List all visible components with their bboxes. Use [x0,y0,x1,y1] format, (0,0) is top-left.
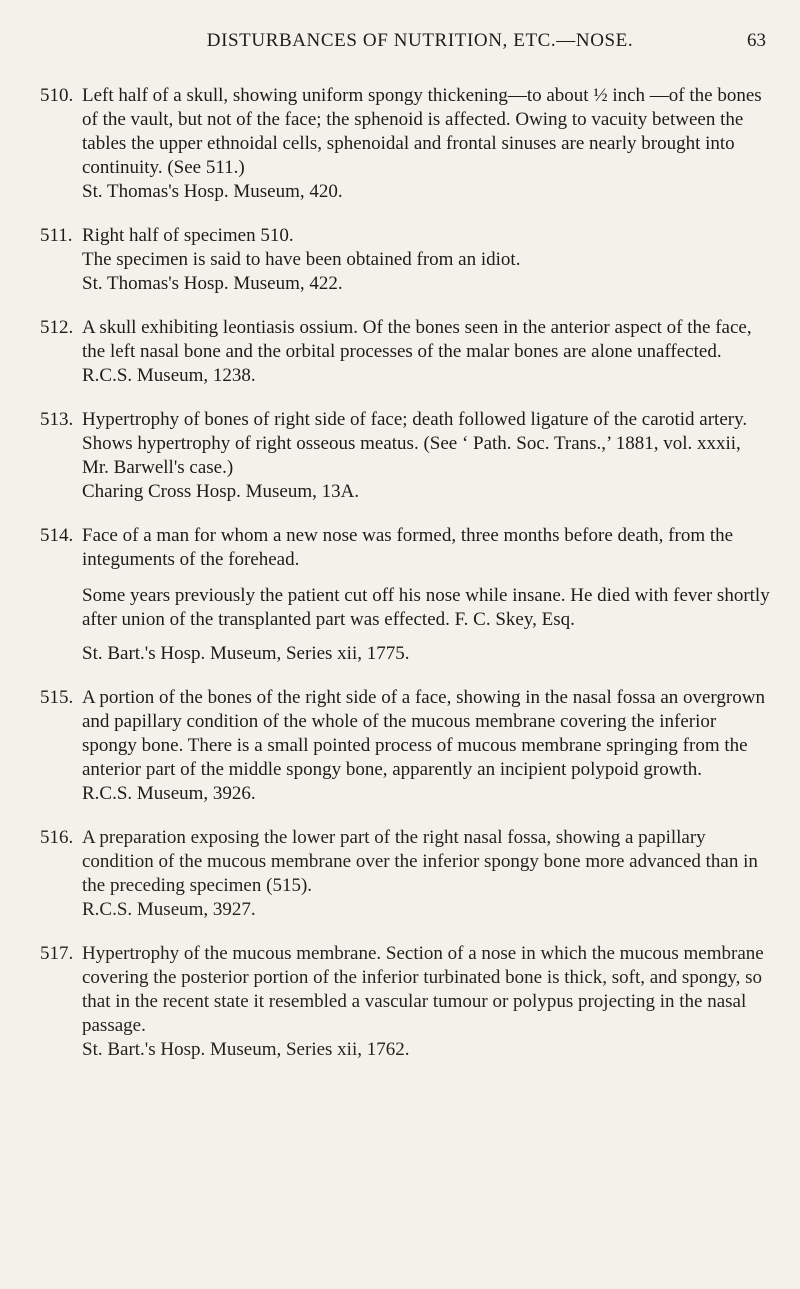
entry-description: A preparation exposing the lower part of the right nasal fossa, showing a papillary condition of the mucous membrane over the inferior spongy bone more advanced than in the preceding specimen (515). [82,827,758,896]
entry-description: A skull exhibiting leontiasis ossium. Of the bones seen in the anterior aspect of the face, the left nasal bone and the orbital processes of the malar bones are alone unaffected. [82,317,752,362]
entry-514 [40,524,770,666]
entry-source: St. Bart.'s Hosp. Museum, Series xii, 1762. [82,1039,410,1060]
entry-512 [40,316,770,388]
entry-number: 512. [40,317,74,338]
catalogue-entries [40,84,770,1082]
entry-source: St. Bart.'s Hosp. Museum, Series xii, 1775. [82,643,410,664]
entry-number: 516. [40,827,74,848]
entry-description: Left half of a skull, showing uniform spongy thickening—to about ½ inch —of the bones of the vault, but not of the face; the sphenoid is affected. Owing to vacuity between the tables the upper ethnoidal cells, sphenoidal and frontal sinuses are nearly brought into continuity. (See 511.) [82,85,762,178]
entry-description: Right half of specimen 510. [82,225,294,246]
entry-number: 511. [40,225,73,246]
page-number: 63 [747,30,766,51]
entry-number: 513. [40,409,74,430]
entry-510 [40,84,770,204]
entry-517 [40,942,770,1062]
entry-source: R.C.S. Museum, 3926. [82,783,256,804]
entry-511 [40,224,770,296]
entry-number: 510. [40,85,74,106]
entry-source: R.C.S. Museum, 1238. [82,365,256,386]
entry-number: 515. [40,687,74,708]
entry-source: St. Thomas's Hosp. Museum, 422. [82,273,343,294]
entry-description: A portion of the bones of the right side of a face, showing in the nasal fossa an overgrown and papillary condition of the whole of the mucous membrane covering the inferior spongy bone. There is a small pointed process of mucous membrane springing from the anterior part of the middle spongy bone, apparently an incipient polypoid growth. [82,687,765,780]
entry-description: Face of a man for whom a new nose was formed, three months before death, from the integuments of the forehead. [82,525,734,570]
entry-note: Some years previously the patient cut off his nose while insane. He died with fever shortly after union of the transplanted part was effected. F. C. Skey, Esq. [82,585,770,630]
entry-note: The specimen is said to have been obtained from an idiot. [82,249,521,270]
header-title: DISTURBANCES OF NUTRITION, ETC.—NOSE. [206,30,634,51]
entry-515 [40,686,770,806]
entry-number: 514. [40,525,74,546]
entry-source: R.C.S. Museum, 3927. [82,899,256,920]
entry-description: Hypertrophy of bones of right side of face; death followed ligature of the carotid artery. Shows hypertrophy of right osseous meatus. (See ‘ Path. Soc. Trans.,’ 1881, vol. xxxii, Mr. Barwell's case.) [82,409,748,478]
running-header [74,30,766,64]
entry-source: Charing Cross Hosp. Museum, 13A. [82,481,360,502]
entry-516 [40,826,770,922]
entry-description: Hypertrophy of the mucous membrane. Section of a nose in which the mucous membrane covering the posterior portion of the inferior turbinated bone is thick, soft, and spongy, so that in the recent state it resembled a vascular tumour or polypus projecting in the nasal passage. [82,943,764,1036]
entry-source: St. Thomas's Hosp. Museum, 420. [82,181,343,202]
entry-513 [40,408,770,504]
entry-number: 517. [40,943,74,964]
